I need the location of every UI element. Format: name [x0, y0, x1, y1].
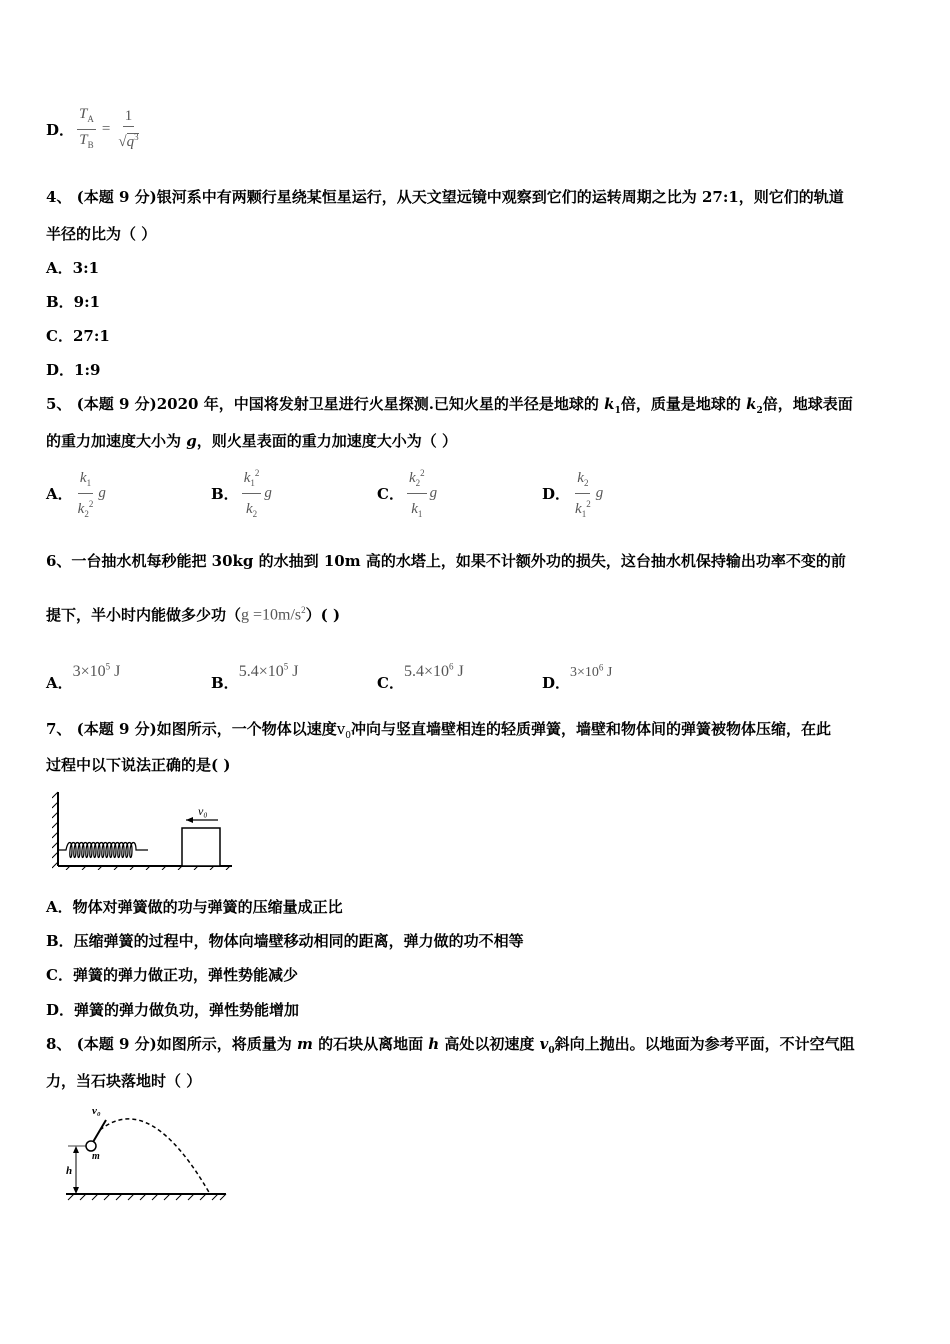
- root-fraction: $\frac{1}{√q^3}$: [118, 108, 139, 150]
- ratio-fraction: $\frac{T_A}{T_B}$: [79, 105, 94, 150]
- q5-stem-line2: 的重力加速度大小为 g，则火星表面的重力加速度大小为（ ）: [46, 432, 457, 450]
- q8-stem-line2: 力，当石块落地时（ ）: [46, 1072, 202, 1090]
- q4-stem-line1: 4、 (本题 9 分)银河系中有两颗行星绕某恒星运行，从天文望远镜中观察到它们的运转周期之比为 27:1，则它们的轨道: [46, 188, 844, 206]
- q6-option-d: D．$3\times 10^6$ J: [542, 662, 613, 692]
- q5-option-d: D． $\frac{k_2}{k_1^2}$ g: [542, 466, 603, 520]
- q4-option-c: C．27:1: [46, 327, 110, 345]
- formula-ta-tb: $\frac{T_A}{T_B}$ = $\frac{1}{√q^3}$: [74, 104, 144, 155]
- q4-stem-line2: 半径的比为（ ）: [46, 225, 157, 243]
- q4-option-d: D．1:9: [46, 361, 101, 379]
- q5-stem-line1: 5、 (本题 9 分)2020 年，中国将发射卫星进行火星探测.已知火星的半径是地球的 $k_1$倍，质量是地球的 $k_2$倍，地球表面: [46, 395, 853, 416]
- q8-projectile-figure: [60, 1100, 230, 1204]
- q5-option-c: C． $\frac{k_2^2}{k_1}$ g: [377, 466, 437, 520]
- velocity-vector: [93, 1120, 106, 1142]
- q6-option-c: C．$5.4\times 10^6$ J: [377, 661, 464, 692]
- v0-label: v₀: [198, 804, 208, 818]
- stone: [86, 1141, 96, 1151]
- q5-option-a: A． $\frac{k_1}{k_2^2}$ g: [46, 466, 106, 520]
- h-label: h: [66, 1165, 73, 1177]
- trajectory: [100, 1119, 210, 1194]
- q4-option-b: B．9:1: [46, 293, 101, 311]
- spring: [58, 843, 148, 858]
- q6-stem-line2: 提下，半小时内能做多少功（ $g =10m/s^2$ ）( ): [46, 604, 341, 624]
- q8-stem-line1: 8、 (本题 9 分)如图所示，将质量为 m 的石块从离地面 h 高处以初速度 $v_0$斜向上抛出。以地面为参考平面，不计空气阻: [46, 1035, 855, 1056]
- q3-option-d: [46, 104, 144, 154]
- arrowhead-icon: [186, 817, 193, 823]
- q7-option-d: D．弹簧的弹力做负功，弹性势能增加: [46, 1001, 300, 1019]
- q7-option-c: C．弹簧的弹力做正功，弹性势能减少: [46, 966, 298, 984]
- q6-option-b: B．$5.4\times 10^5$ J: [211, 661, 299, 692]
- v0-label: v₀: [92, 1105, 101, 1117]
- q7-option-a: A．物体对弹簧做的功与弹簧的压缩量成正比: [46, 898, 343, 916]
- m-label: m: [92, 1151, 100, 1162]
- q7-option-b: B．压缩弹簧的过程中，物体向墙壁移动相同的距离，弹力做的功不相等: [46, 932, 524, 950]
- q7-stem-line1: 7、 (本题 9 分)如图所示，一个物体以速度$v_0$冲向与竖直墙壁相连的轻质弹簧，墙壁和物体间的弹簧被物体压缩，在此: [46, 720, 831, 741]
- q5-option-b: B． $\frac{k_1^2}{k_2}$ g: [211, 466, 272, 520]
- option-label: D．: [46, 120, 75, 139]
- arrowhead-down-icon: [73, 1187, 79, 1194]
- block: [182, 828, 220, 866]
- q7-stem-line2: 过程中以下说法正确的是( ): [46, 756, 231, 774]
- q7-spring-figure: [52, 788, 237, 870]
- arrowhead-up-icon: [73, 1146, 79, 1153]
- q6-stem-line1: 6、一台抽水机每秒能把 30kg 的水抽到 10m 高的水塔上，如果不计额外功的损失，这台抽水机保持输出功率不变的前: [46, 552, 846, 570]
- q4-option-a: A．3:1: [46, 259, 100, 277]
- q6-option-a: A．$3\times 10^5$ J: [46, 661, 121, 692]
